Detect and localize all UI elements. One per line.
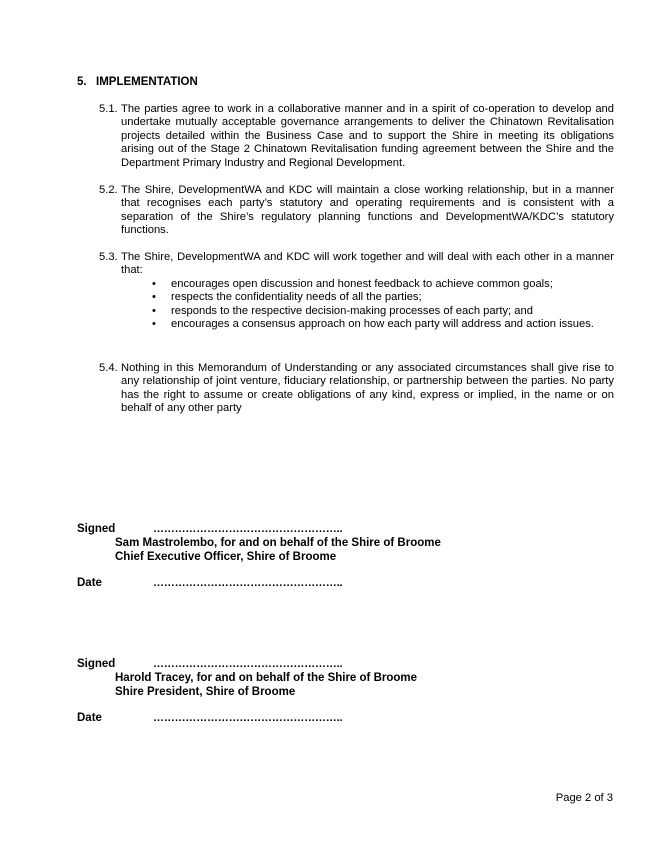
clause-number: 5.2. xyxy=(99,184,118,196)
list-item: • responds to the respective decision-making processes of each party; and xyxy=(152,304,533,317)
signature-line: …………………………………………….. xyxy=(153,523,343,535)
signatory-name: Sam Mastrolembo, for and on behalf of the Shire of Broome xyxy=(115,537,441,549)
date-line: …………………………………………….. xyxy=(153,712,343,724)
bullet-icon: • xyxy=(152,291,156,304)
signatory-title: Shire President, Shire of Broome xyxy=(115,686,296,698)
clause-5-2 xyxy=(99,184,614,238)
signed-label: Signed xyxy=(77,523,116,535)
section-title: IMPLEMENTATION xyxy=(96,76,198,88)
page-number: Page 2 of 3 xyxy=(555,792,613,804)
clause-text: Nothing in this Memorandum of Understanding or any associated circumstances shall give rise to any relationship of joint venture, fiduciary relationship, or partnership between the parties. No party has the right to assume or create obligations of any kind, express or implied, in the name or on behalf of any other party xyxy=(121,362,614,415)
signature-line: …………………………………………….. xyxy=(153,658,343,670)
clause-number: 5.1. xyxy=(99,103,118,115)
date-line: …………………………………………….. xyxy=(153,577,343,589)
bullet-icon: • xyxy=(152,304,156,317)
section-number: 5. xyxy=(77,76,87,88)
clause-5-1 xyxy=(99,103,614,170)
date-label: Date xyxy=(77,712,102,724)
clause-5-3 xyxy=(99,251,614,331)
bullet-list xyxy=(149,278,614,332)
clause-text: The Shire, DevelopmentWA and KDC will maintain a close working relationship, but in a manner that recognises each party’s statutory and operating requirements and is consistent with a separation of the Shire’s regulatory planning functions and DevelopmentWA/KDC’s statutory functions. xyxy=(121,184,614,237)
clause-text: The Shire, DevelopmentWA and KDC will work together and will deal with each other in a manner that: xyxy=(121,251,614,277)
bullet-icon: • xyxy=(152,277,156,290)
clause-number: 5.4. xyxy=(99,362,118,374)
signed-label: Signed xyxy=(77,658,116,670)
list-item: • encourages open discussion and honest feedback to achieve common goals; xyxy=(152,277,553,290)
signatory-title: Chief Executive Officer, Shire of Broome xyxy=(115,551,337,563)
clause-5-4 xyxy=(99,362,614,416)
clause-number: 5.3. xyxy=(99,251,118,263)
list-item: • encourages a consensus approach on how each party will address and action issues. xyxy=(152,318,594,331)
list-item: • respects the confidentiality needs of all the parties; xyxy=(152,291,422,304)
bullet-icon: • xyxy=(152,318,156,331)
date-label: Date xyxy=(77,577,102,589)
section-heading xyxy=(77,76,198,88)
clause-text: The parties agree to work in a collaborative manner and in a spirit of co-operation to develop and undertake mutually acceptable governance arrangements to deliver the Chinatown Revitalisation projects detailed within the Business Case and to support the Shire in meeting its obligations arising out of the Stage 2 Chinatown Revitalisation funding agreement between the Shire and the Department Primary Industry and Regional Development. xyxy=(121,103,614,169)
signatory-name: Harold Tracey, for and on behalf of the Shire of Broome xyxy=(115,672,418,684)
